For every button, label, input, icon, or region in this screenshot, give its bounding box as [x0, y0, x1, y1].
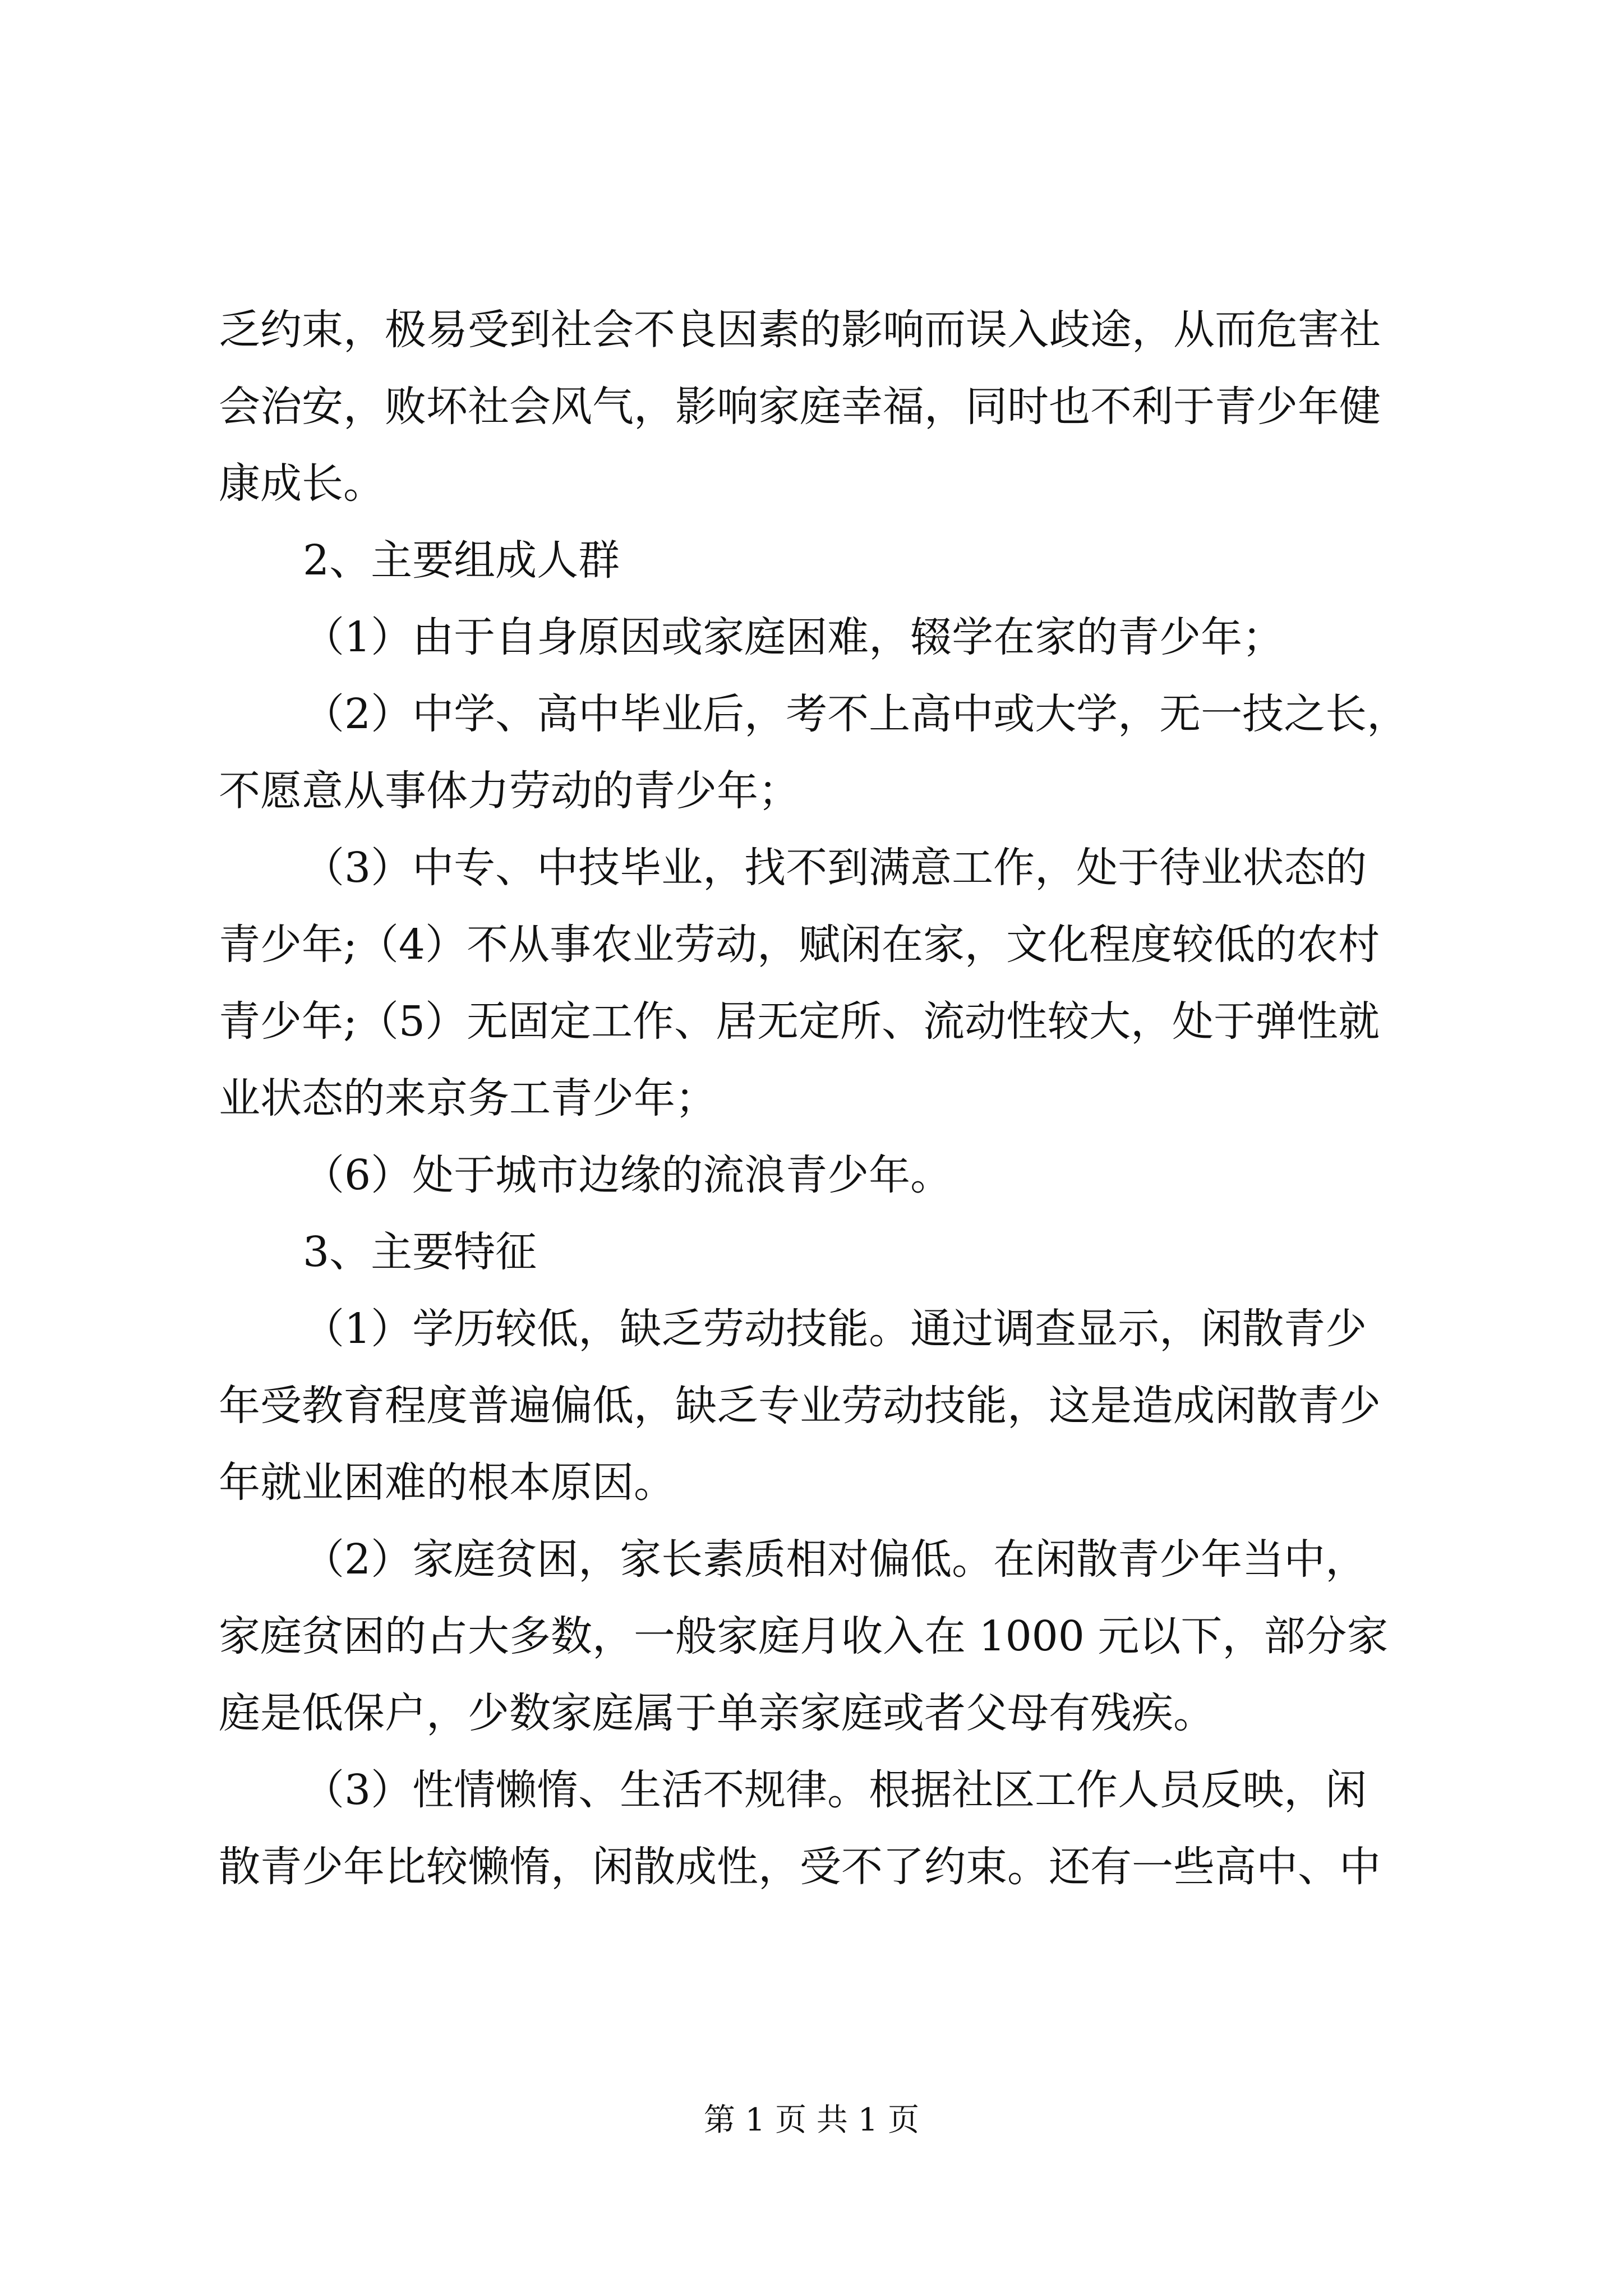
text-line: 3、主要特征: [303, 1228, 537, 1276]
text-line: 青少年;（4）不从事农业劳动，赋闲在家，文化程度较低的农村: [219, 921, 1380, 969]
text-line: （1）由于自身原因或家庭困难，辍学在家的青少年；: [303, 613, 1284, 661]
text-line: 青少年;（5）无固定工作、居无定所、流动性较大，处于弹性就: [219, 997, 1380, 1046]
text-line: 乏约束，极易受到社会不良因素的影响而误入歧途，从而危害社: [219, 306, 1381, 354]
text-line: （2）家庭贫困，家长素质相对偏低。在闲散青少年当中，: [303, 1535, 1367, 1584]
text-line: 2、主要组成人群: [303, 536, 620, 585]
text-line: （3）中专、中技毕业，找不到满意工作，处于待业状态的: [303, 844, 1367, 892]
text-line: （6）处于城市边缘的流浪青少年。: [303, 1151, 952, 1199]
document-body: [219, 292, 1419, 1906]
page-footer: 第 1 页 共 1 页: [703, 2102, 920, 2138]
text-line: （3）性情懒惰、生活不规律。根据社区工作人员反映，闲: [303, 1766, 1367, 1814]
text-line: 康成长。: [219, 459, 385, 508]
text-line: （2）中学、高中毕业后，考不上高中或大学，无一技之长，: [303, 690, 1409, 738]
text-line: 不愿意从事体力劳动的青少年；: [219, 767, 800, 815]
text-line: 年受教育程度普遍偏低，缺乏专业劳动技能，这是造成闲散青少: [219, 1382, 1381, 1430]
text-line: 会治安，败坏社会风气，影响家庭幸福，同时也不利于青少年健: [219, 383, 1381, 431]
text-line: 业状态的来京务工青少年；: [219, 1074, 717, 1122]
text-line: 庭是低保户，少数家庭属于单亲家庭或者父母有残疾。: [219, 1689, 1215, 1737]
text-line: 家庭贫困的占大多数，一般家庭月收入在 1000 元以下，部分家: [219, 1612, 1389, 1660]
text-line: （1）学历较低，缺乏劳动技能。通过调查显示，闲散青少: [303, 1305, 1367, 1353]
text-line: 散青少年比较懒惰，闲散成性，受不了约束。还有一些高中、中: [219, 1843, 1381, 1891]
text-line: 年就业困难的根本原因。: [219, 1458, 675, 1507]
